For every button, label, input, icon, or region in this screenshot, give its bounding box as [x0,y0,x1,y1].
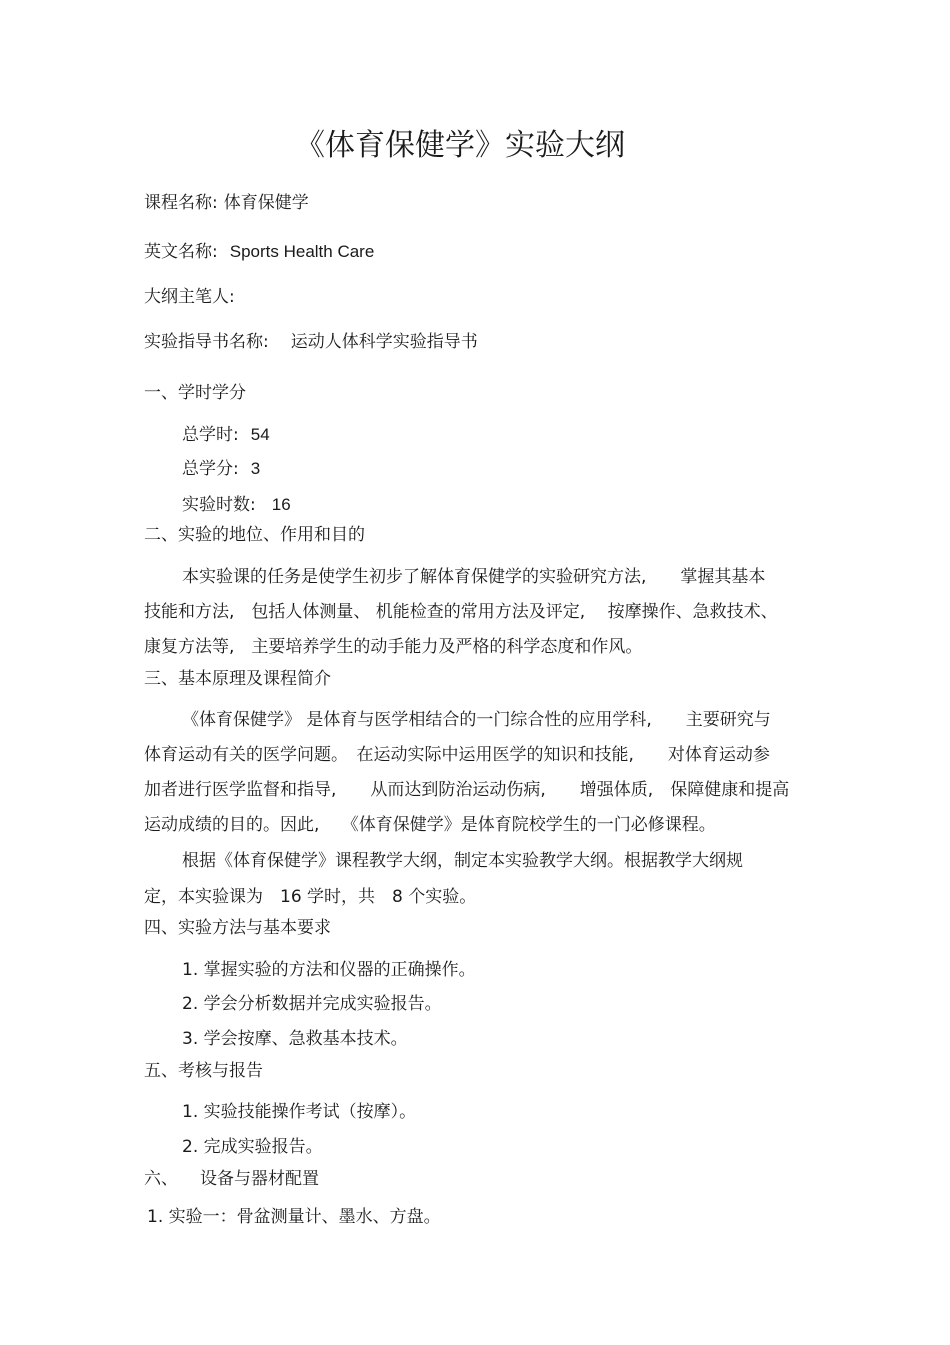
list-item: 1. 掌握实验的方法和仪器的正确操作。 [182,960,476,980]
section3-line: 定，本实验课为 16 学时，共 8 个实验。 [144,887,477,907]
list-item: 1. 实验技能操作考试（按摩）。 [182,1102,417,1122]
guide-name: 运动人体科学实验指导书 [290,332,478,352]
section2-line: 康复方法等, 主要培养学生的动手能力及严格的科学态度和作风。 [144,637,643,657]
english-name-label: 英文名称: [144,242,218,262]
section3-line: 《体育保健学》 是体育与医学相结合的一门综合性的应用学科, 主要研究与 [182,710,771,730]
total-hours-value: 54 [250,425,270,444]
section6-heading [144,1164,319,1189]
english-name-value: Sports Health Care [229,242,375,261]
lab-hours-value: 16 [271,495,291,514]
section3-heading: 三、基本原理及课程简介 [144,669,331,689]
page-title: 《体育保健学》实验大纲 [295,128,625,163]
section5-heading: 五、考核与报告 [144,1061,263,1081]
english-name-row [144,237,374,262]
author-label: 大纲主笔人: [144,287,235,307]
course-name-label: 课程名称: [144,193,218,213]
section6-heading-num: 六、 [144,1169,178,1189]
guide-row [144,327,478,352]
section6-heading-text: 设备与器材配置 [200,1169,319,1189]
section3-line: 根据《体育保健学》课程教学大纲，制定本实验教学大纲。根据教学大纲规 [182,851,743,871]
section2-line: 本实验课的任务是使学生初步了解体育保健学的实验研究方法, 掌握其基本 [182,567,766,587]
list-item: 1. 实验一：骨盆测量计、墨水、方盘。 [147,1207,441,1227]
list-item: 2. 学会分析数据并完成实验报告。 [182,994,442,1014]
total-credits-row [182,454,260,479]
list-item: 3. 学会按摩、急救基本技术。 [182,1029,408,1049]
section2-line: 技能和方法, 包括人体测量、 机能检查的常用方法及评定, 按摩操作、急救技术、 [144,602,778,622]
lab-hours-label: 实验时数: [182,495,256,515]
course-name-row [144,188,309,213]
section4-heading: 四、实验方法与基本要求 [144,918,331,938]
total-hours-row [182,420,270,445]
total-credits-label: 总学分: [182,459,239,479]
course-name-value: 体育保健学 [223,193,309,213]
list-item: 2. 完成实验报告。 [182,1137,323,1157]
section3-line: 体育运动有关的医学问题。 在运动实际中运用医学的知识和技能, 对体育运动参 [144,745,770,765]
lab-hours-row [182,490,291,515]
total-hours-label: 总学时: [182,425,239,445]
section2-heading: 二、实验的地位、作用和目的 [144,525,365,545]
section1-heading: 一、学时学分 [144,383,246,403]
section3-line: 加者进行医学监督和指导, 从而达到防治运动伤病, 增强体质, 保障健康和提高 [144,780,790,800]
total-credits-value: 3 [250,459,261,478]
guide-label: 实验指导书名称: [144,332,269,352]
section3-line: 运动成绩的目的。因此, 《体育保健学》是体育院校学生的一门必修课程。 [144,815,716,835]
